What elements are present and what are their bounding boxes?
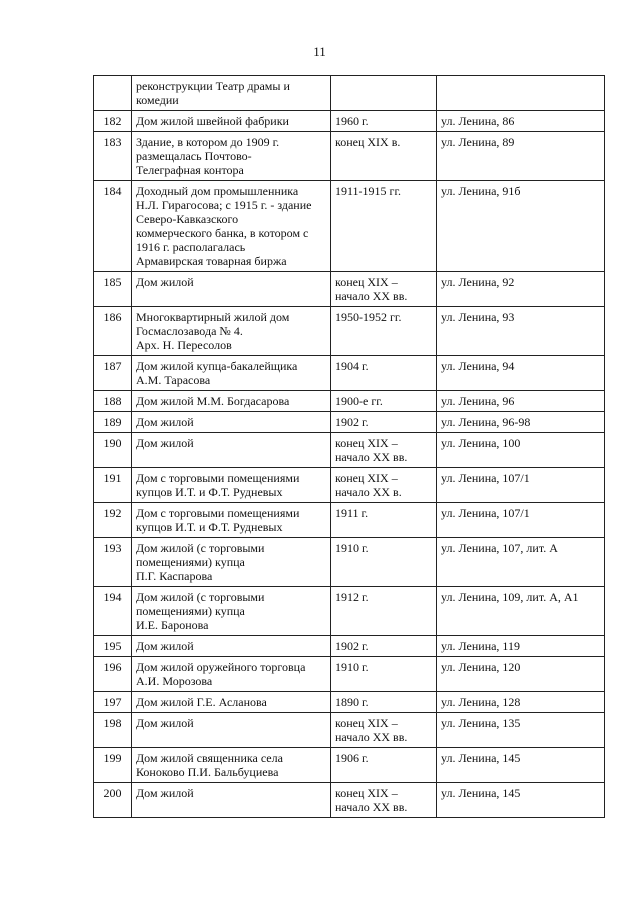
- address-cell: [437, 132, 605, 181]
- table-row: [94, 181, 605, 272]
- object-name-line: Дом жилой: [136, 436, 194, 450]
- address-line: ул. Ленина, 107, лит. А: [441, 541, 558, 555]
- object-name-line: А.И. Морозова: [136, 674, 213, 688]
- object-name-cell: [132, 713, 331, 748]
- object-name-line: Многоквартирный жилой дом: [136, 310, 290, 324]
- address-cell: [437, 433, 605, 468]
- object-name-cell: [132, 307, 331, 356]
- date-line: 1906 г.: [335, 751, 369, 765]
- address-line: ул. Ленина, 92: [441, 275, 515, 289]
- date-cell: [331, 468, 437, 503]
- address-cell: [437, 181, 605, 272]
- date-line: 1900-е гг.: [335, 394, 383, 408]
- address-cell: [437, 111, 605, 132]
- row-number-cell: 200: [94, 783, 132, 818]
- row-number-cell: 188: [94, 391, 132, 412]
- object-name-line: Н.Л. Гирагосова; с 1915 г. - здание: [136, 198, 312, 212]
- address-cell: [437, 503, 605, 538]
- row-number-cell: 190: [94, 433, 132, 468]
- address-line: ул. Ленина, 128: [441, 695, 521, 709]
- row-number-cell: 189: [94, 412, 132, 433]
- date-line: начало XX вв.: [335, 289, 408, 303]
- date-cell: [331, 692, 437, 713]
- table-row: [94, 356, 605, 391]
- object-name-line: Дом жилой: [136, 275, 194, 289]
- date-cell: [331, 713, 437, 748]
- object-name-cell: [132, 783, 331, 818]
- object-name-line: помещениями) купца: [136, 604, 245, 618]
- object-name-cell: [132, 111, 331, 132]
- date-line: 1912 г.: [335, 590, 369, 604]
- object-name-cell: [132, 433, 331, 468]
- object-name-line: Дом жилой: [136, 415, 194, 429]
- table-row: [94, 783, 605, 818]
- table-row: [94, 412, 605, 433]
- object-name-line: помещениями) купца: [136, 555, 245, 569]
- date-line: 1890 г.: [335, 695, 369, 709]
- row-number-cell: [94, 76, 132, 111]
- object-name-line: Дом жилой священника села: [136, 751, 283, 765]
- row-number-cell: 192: [94, 503, 132, 538]
- table-body: [94, 76, 605, 818]
- address-line: ул. Ленина, 107/1: [441, 471, 530, 485]
- date-line: начало XX в.: [335, 485, 402, 499]
- date-cell: [331, 412, 437, 433]
- date-line: конец XIX –: [335, 471, 398, 485]
- table-row: [94, 468, 605, 503]
- address-cell: [437, 748, 605, 783]
- address-line: ул. Ленина, 96-98: [441, 415, 531, 429]
- address-line: ул. Ленина, 89: [441, 135, 515, 149]
- row-number-cell: 186: [94, 307, 132, 356]
- date-line: 1950-1952 гг.: [335, 310, 402, 324]
- object-name-line: Дом жилой оружейного торговца: [136, 660, 306, 674]
- object-name-line: Северо-Кавказского: [136, 212, 239, 226]
- object-name-line: Коноково П.И. Бальбуциева: [136, 765, 279, 779]
- object-name-cell: [132, 181, 331, 272]
- object-name-cell: [132, 356, 331, 391]
- table-row: [94, 503, 605, 538]
- address-cell: [437, 587, 605, 636]
- object-name-cell: [132, 468, 331, 503]
- table-row: [94, 657, 605, 692]
- date-cell: [331, 181, 437, 272]
- object-name-line: Дом жилой купца-бакалейщика: [136, 359, 298, 373]
- address-line: ул. Ленина, 119: [441, 639, 520, 653]
- object-name-line: П.Г. Каспарова: [136, 569, 213, 583]
- date-cell: [331, 111, 437, 132]
- address-cell: [437, 468, 605, 503]
- table-row: [94, 636, 605, 657]
- object-name-line: Дом с торговыми помещениями: [136, 471, 300, 485]
- address-cell: [437, 272, 605, 307]
- row-number-cell: 195: [94, 636, 132, 657]
- object-name-cell: [132, 636, 331, 657]
- row-number-cell: 198: [94, 713, 132, 748]
- table-row: [94, 538, 605, 587]
- object-name-cell: [132, 272, 331, 307]
- address-cell: [437, 657, 605, 692]
- row-number-cell: 182: [94, 111, 132, 132]
- address-cell: [437, 538, 605, 587]
- object-name-cell: [132, 657, 331, 692]
- object-name-line: реконструкции Театр драмы и: [136, 79, 290, 93]
- object-name-line: Дом жилой швейной фабрики: [136, 114, 289, 128]
- date-line: конец XIX –: [335, 716, 398, 730]
- date-cell: [331, 587, 437, 636]
- object-name-line: Дом жилой: [136, 786, 194, 800]
- object-name-line: купцов И.Т. и Ф.Т. Рудневых: [136, 520, 283, 534]
- object-name-cell: [132, 692, 331, 713]
- date-cell: [331, 657, 437, 692]
- row-number-cell: 183: [94, 132, 132, 181]
- object-name-cell: [132, 132, 331, 181]
- row-number-cell: 194: [94, 587, 132, 636]
- object-name-cell: [132, 76, 331, 111]
- address-line: ул. Ленина, 93: [441, 310, 515, 324]
- object-name-line: Дом жилой (с торговыми: [136, 541, 265, 555]
- object-name-cell: [132, 748, 331, 783]
- object-name-line: Здание, в котором до 1909 г.: [136, 135, 280, 149]
- date-cell: [331, 76, 437, 111]
- address-line: ул. Ленина, 96: [441, 394, 515, 408]
- object-name-line: Телеграфная контора: [136, 163, 244, 177]
- object-name-line: Дом с торговыми помещениями: [136, 506, 300, 520]
- date-line: начало XX вв.: [335, 800, 408, 814]
- address-line: ул. Ленина, 145: [441, 751, 521, 765]
- table-row: [94, 692, 605, 713]
- object-name-line: Дом жилой: [136, 716, 194, 730]
- object-name-cell: [132, 538, 331, 587]
- address-cell: [437, 713, 605, 748]
- object-name-line: А.М. Тарасова: [136, 373, 211, 387]
- date-cell: [331, 748, 437, 783]
- address-line: ул. Ленина, 94: [441, 359, 515, 373]
- object-name-line: Доходный дом промышленника: [136, 184, 299, 198]
- date-cell: [331, 391, 437, 412]
- table-row: [94, 713, 605, 748]
- address-cell: [437, 783, 605, 818]
- object-name-line: И.Е. Баронова: [136, 618, 209, 632]
- date-line: конец XIX в.: [335, 135, 401, 149]
- table-row: [94, 272, 605, 307]
- table-row: [94, 391, 605, 412]
- address-line: ул. Ленина, 145: [441, 786, 521, 800]
- address-line: ул. Ленина, 86: [441, 114, 515, 128]
- object-name-cell: [132, 587, 331, 636]
- row-number-cell: 193: [94, 538, 132, 587]
- date-line: начало XX вв.: [335, 730, 408, 744]
- address-line: ул. Ленина, 107/1: [441, 506, 530, 520]
- date-cell: [331, 356, 437, 391]
- object-name-line: коммерческого банка, в котором с: [136, 226, 309, 240]
- object-name-line: 1916 г. располагалась: [136, 240, 246, 254]
- date-line: 1911-1915 гг.: [335, 184, 402, 198]
- date-cell: [331, 132, 437, 181]
- object-name-line: размещалась Почтово-: [136, 149, 252, 163]
- row-number-cell: 197: [94, 692, 132, 713]
- address-cell: [437, 692, 605, 713]
- date-line: 1910 г.: [335, 541, 369, 555]
- date-cell: [331, 307, 437, 356]
- object-name-line: Госмаслозавода № 4.: [136, 324, 243, 338]
- row-number-cell: 184: [94, 181, 132, 272]
- address-cell: [437, 307, 605, 356]
- row-number-cell: 187: [94, 356, 132, 391]
- date-cell: [331, 433, 437, 468]
- date-line: 1904 г.: [335, 359, 369, 373]
- date-line: 1902 г.: [335, 639, 369, 653]
- table-row: [94, 307, 605, 356]
- address-line: ул. Ленина, 135: [441, 716, 521, 730]
- date-cell: [331, 503, 437, 538]
- page-number: 11: [313, 44, 326, 59]
- table-row: [94, 748, 605, 783]
- address-cell: [437, 391, 605, 412]
- object-name-cell: [132, 412, 331, 433]
- date-cell: [331, 636, 437, 657]
- object-name-line: Армавирская товарная биржа: [136, 254, 287, 268]
- date-cell: [331, 272, 437, 307]
- table-row: [94, 111, 605, 132]
- date-line: 1960 г.: [335, 114, 369, 128]
- date-line: 1902 г.: [335, 415, 369, 429]
- table-row: [94, 433, 605, 468]
- date-line: 1910 г.: [335, 660, 369, 674]
- date-line: конец XIX –: [335, 275, 398, 289]
- row-number-cell: 196: [94, 657, 132, 692]
- table-row: [94, 132, 605, 181]
- object-name-line: Дом жилой (с торговыми: [136, 590, 265, 604]
- table-row: [94, 76, 605, 111]
- address-line: ул. Ленина, 91б: [441, 184, 521, 198]
- object-name-line: Дом жилой М.М. Богдасарова: [136, 394, 290, 408]
- object-name-line: Дом жилой Г.Е. Асланова: [136, 695, 267, 709]
- date-line: конец XIX –: [335, 436, 398, 450]
- address-line: ул. Ленина, 120: [441, 660, 521, 674]
- row-number-cell: 199: [94, 748, 132, 783]
- address-line: ул. Ленина, 100: [441, 436, 521, 450]
- row-number-cell: 185: [94, 272, 132, 307]
- object-name-line: Арх. Н. Пересолов: [136, 338, 232, 352]
- date-cell: [331, 783, 437, 818]
- address-cell: [437, 636, 605, 657]
- date-line: 1911 г.: [335, 506, 369, 520]
- table-row: [94, 587, 605, 636]
- date-line: конец XIX –: [335, 786, 398, 800]
- object-name-line: Дом жилой: [136, 639, 194, 653]
- row-number-cell: 191: [94, 468, 132, 503]
- address-cell: [437, 76, 605, 111]
- object-name-cell: [132, 503, 331, 538]
- date-line: начало XX вв.: [335, 450, 408, 464]
- object-name-line: купцов И.Т. и Ф.Т. Рудневых: [136, 485, 283, 499]
- address-cell: [437, 356, 605, 391]
- address-line: ул. Ленина, 109, лит. А, А1: [441, 590, 579, 604]
- heritage-objects-table: [93, 75, 605, 818]
- date-cell: [331, 538, 437, 587]
- object-name-line: комедии: [136, 93, 179, 107]
- object-name-cell: [132, 391, 331, 412]
- address-cell: [437, 412, 605, 433]
